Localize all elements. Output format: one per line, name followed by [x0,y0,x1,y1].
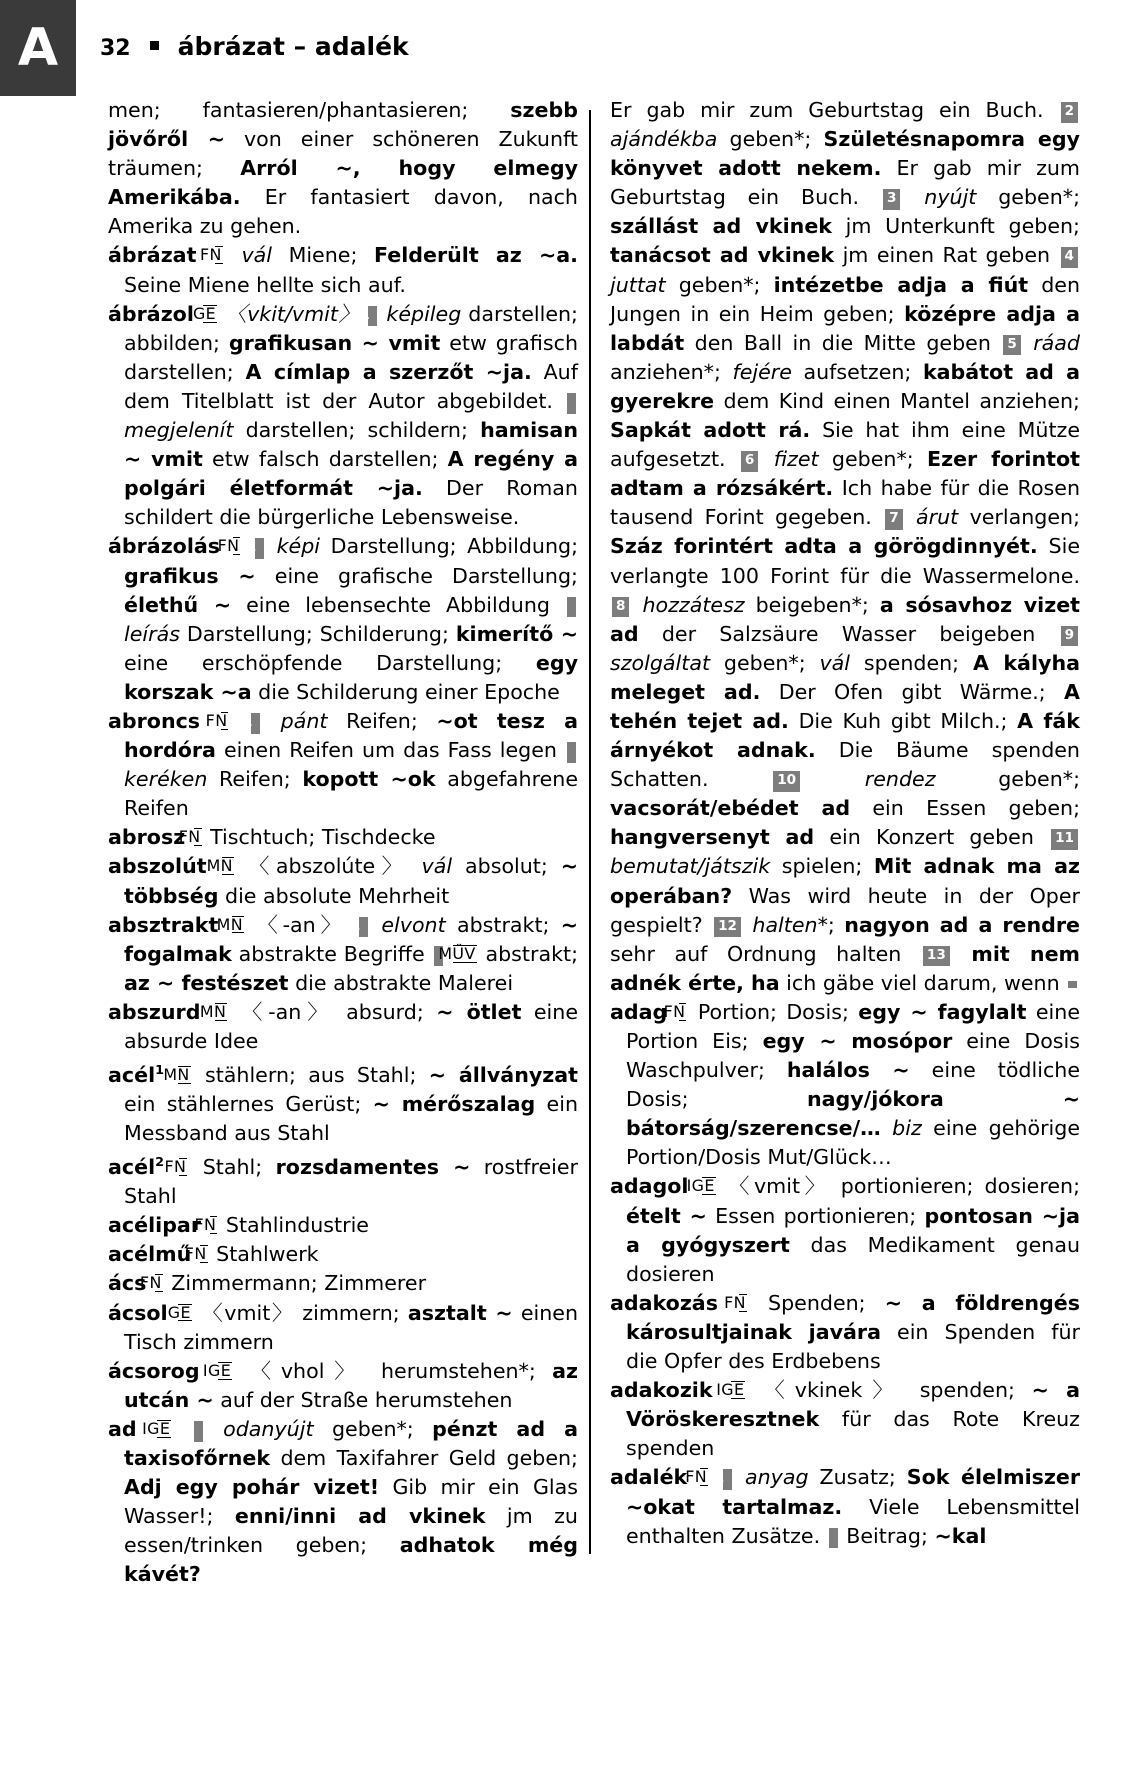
register-label: vál [241,243,272,268]
entry-acsorog: ácsorog IGE 〈vhol〉 herumstehen*; az utcán ~ auf der Straße herumstehen [108,1358,579,1412]
register-label: vál [819,650,851,675]
page-number: 32 [100,36,131,61]
sense-badge: 2 [567,597,576,618]
sense-badge: 9 [1061,626,1078,647]
sense-badge: 1 [255,538,264,559]
homograph-number: 2 [155,1155,165,1171]
entry-acelmu: acélmű FN Stahlwerk [108,1242,319,1267]
entry-acel-2: acél$^2$ FN Stahl; rozsdamentes ~ rostfreier Stahl [108,1155,578,1209]
column-right [610,96,1080,1784]
sense-badge: 2 [567,742,576,763]
entry-adakozik: adakozik IGE 〈vkinek〉 spenden; ~ a Vöröskeresztnek für das Rote Kreuz spenden [610,1378,1081,1461]
page-header [0,0,1134,96]
entry-abszurd: abszurd MN 〈-an〉 absurd; ~ ötlet eine absurde Idee [108,999,579,1053]
government-bracket: 〈vhol〉 [250,1358,365,1383]
pos-label: FN [685,1467,708,1487]
sense-badge: 1 [194,1421,203,1442]
entry-acel-1: acél$^1$ MN stählern; aus Stahl; ~ állványzat ein stählernes Gerüst; ~ mérőszalag ein Messband aus Stahl [108,1062,579,1146]
pos-label: FN [178,827,201,847]
government-bracket: 〈vmit〉 [202,1300,295,1325]
column-left [108,96,578,1784]
register-label: biz [892,1116,922,1141]
pos-label: FN [200,245,222,265]
entry-continuation-abrandozik: men; fantasieren/phantasieren; szebb jövőről ~ von einer schöneren Zukunft träumen; Arról ~, hogy elmegy Amerikába. Er fantasiert davon, nach Amerika zu gehen. [108,98,578,239]
letter-tab-A: A [0,0,76,96]
entry-abrosz: abrosz FN Tischtuch; Tischdecke [108,825,436,850]
entry-abrazol: ábrázol IGE 〈vkit/vmit〉 1 képileg darstellen; abbilden; grafikusan ~ vmit etw grafisch darstellen; A címlap a szerzőt ~ja. Auf dem Titelblatt ist der Autor abgebildet. 2 megjelenít darstellen; schildern; hamisan ~ vmit etw falsch darstellen; A regény a polgári életformát ~ja. Der Roman schildert die bürgerliche Lebensweise. [108,301,578,530]
entry-abroncs: abroncs FN 1 pánt Reifen; ~ot tesz a hordóra einen Reifen um das Fass legen 2 keréken Reifen; kopott ~ok abgefahrene Reifen [108,708,578,821]
pos-label: IGE [162,1302,191,1322]
pos-label: FN [724,1292,746,1312]
entry-adalek: adalék FN 1 anyag Zusatz; Sok élelmiszer ~okat tartalmaz. Viele Lebensmittel enthalten Zusätze. 2 Beitrag; ~kal [610,1465,1080,1548]
pos-label: IGE [142,1418,171,1438]
sense-badge: 8 [612,597,629,618]
sense-badge: 1 [251,713,260,734]
government-bracket: 〈abszolúte〉 [248,854,409,879]
government-bracket: 〈vkit/vmit〉 [226,301,360,326]
pos-label: IGE [716,1380,745,1400]
entry-acelipar: acélipar FN Stahlindustrie [108,1213,369,1238]
column-rule [589,110,591,1554]
domain-label: MŰV [438,943,476,963]
entry-abrazat: ábrázat FN vál Miene; Felderült az ~a. Seine Miene hellte sich auf. [108,243,579,297]
sense-badge: 12 [714,917,741,938]
sense-badge: 2 [829,1528,838,1549]
pos-label: MN [199,1001,227,1021]
column-divider-area [578,96,586,1784]
entry-absztrakt: absztrakt MN 〈-an〉 1 elvont abstrakt; ~ fogalmak abstrakte Begriffe 2 MŰV abstrakt; az ~ festészet die abstrakte Malerei [108,912,579,995]
sense-badge: 4 [1061,247,1078,268]
entry-adag: adag FN Portion; Dosis; egy ~ fagylalt eine Portion Eis; egy ~ mosópor eine Dosis Waschpulver; halálos ~ eine tödliche Dosis; nagy/jókora ~ bátorság/szerencse/… biz eine gehörige Portion/Dosis Mut/Glück… [610,999,1081,1170]
entry-abrazolas: ábrázolás FN 1 képi Darstellung; Abbildung; grafikus ~ eine grafische Darstellung; élethű ~ eine lebensechte Abbildung 2 leírás Darstellung; Schilderung; kimerítő ~ eine erschöpfende Darstellung; egy korszak ~a die Schilderung einer Epoche [108,534,579,704]
sense-badge: 2 [567,393,576,414]
sense-badge: 7 [885,509,902,530]
sense-badge: 1 [359,917,368,938]
square-bullet-icon [150,41,159,50]
entry-acsol: ácsol IGE 〈vmit〉 zimmern; asztalt ~ einen Tisch zimmern [108,1300,579,1354]
sense-badge: 2 [434,946,443,967]
pos-label: FN [184,1244,207,1264]
pos-label: FN [217,536,240,556]
register-label: fejére [732,359,792,384]
sense-badge: 13 [923,946,950,967]
pos-label: IGE [202,1360,232,1380]
sense-badge: 5 [1003,335,1020,356]
entry-adagol: adagol IGE 〈vmit〉 portionieren; dosieren; ételt ~ Essen portionieren; pontosan ~ja a gyógyszert das Medikament genau dosieren [610,1174,1081,1286]
pos-label: FN [194,1215,217,1235]
sense-badge [1068,981,1077,988]
government-bracket: 〈vmit〉 [728,1174,830,1199]
pos-label: FN [164,1157,187,1177]
government-bracket: 〈vkinek〉 [764,1378,904,1403]
sense-badge: 2 [1061,102,1078,123]
sense-badge: 11 [1051,829,1078,850]
government-bracket: 〈-an〉 [241,999,334,1024]
pos-label: MN [163,1064,190,1084]
pos-label: MN [206,856,233,876]
pos-label: FN [663,1001,686,1021]
homograph-number: 1 [155,1063,165,1079]
headword-range: ábrázat – adalék [177,32,409,61]
register-label: vál [421,854,453,879]
entry-acs: ács FN Zimmermann; Zimmerer [108,1271,427,1296]
entry-abszolut: abszolút MN 〈abszolúte〉 vál absolut; ~ többség die absolute Mehrheit [108,854,579,908]
sense-badge: 6 [741,451,758,472]
pos-label: FN [205,710,228,730]
pos-label: FN [139,1273,162,1293]
pos-label: IGE [686,1176,715,1196]
entry-adakozas: adakozás FN Spenden; ~ a földrengés károsultjainak javára ein Spenden für die Opfer des Erdbebens [610,1290,1080,1374]
government-bracket: 〈-an〉 [257,912,346,937]
entry-ad: ad IGE 1 odanyújt geben*; pénzt ad a taxisofőrnek dem Taxifahrer Geld geben; Adj egy pohár vizet! Gib mir ein Glas Wasser!; enni/inni ad vkinek jm zu essen/trinken geben; adhatok még kávét? [108,1416,579,1587]
entry-ad-continuation: Er gab mir zum Geburtstag ein Buch. 2 ajándékba geben*; Születésnapomra egy könyvet adott nekem. Er gab mir zum Geburtstag ein Buch. 3 nyújt geben*; szállást ad vkinek jm Unterkunft geben; tanácsot ad vkinek jm einen Rat geben 4 juttat geben*; intézetbe adja a fiút den Jungen in ein Heim geben; középre adja a labdát den Ball in die Mitte geben 5 ráad anziehen*; fejére aufsetzen; kabátot ad a gyerekre dem Kind einen Mantel anziehen; Sapkát adott rá. Sie hat ihm eine Mütze aufgesetzt. 6 fizet geben*; Ezer forintot adtam a rózsákért. Ich habe für die Rosen tausend Forint gegeben. 7 árut verlangen; Száz forintért adta a görögdinnyét. Sie verlangte 100 Forint für die Wassermelone. 8 hozzátesz beigeben*; a sósavhoz vizet ad der Salzsäure Wasser beigeben 9 szolgáltat geben*; vál spenden; A kályha meleget ad. Der Ofen gibt Wärme.; A tehén tejet ad. Die Kuh gibt Milch.; A fák árnyékot adnak. Die Bäume spenden Schatten. 10 rendez geben*; vacsorát/ebédet ad ein Essen geben; hangversenyt ad ein Konzert geben 11 bemutat/játszik spielen; Mit adnak ma az operában? Was wird heute in der Oper gespielt? 12 halten*; nagyon ad a rendre sehr auf Ordnung halten 13 mit nem adnék érte, ha ich gäbe viel darum, wenn [610,98,1081,995]
sense-badge: 10 [773,771,800,792]
pos-label: IGE [187,303,217,323]
running-head [100,32,409,61]
pos-label: MN [216,914,243,934]
page-columns [0,96,1134,1784]
sense-badge: 1 [368,306,377,327]
sense-badge: 1 [723,1469,732,1490]
sense-badge: 3 [883,189,900,210]
